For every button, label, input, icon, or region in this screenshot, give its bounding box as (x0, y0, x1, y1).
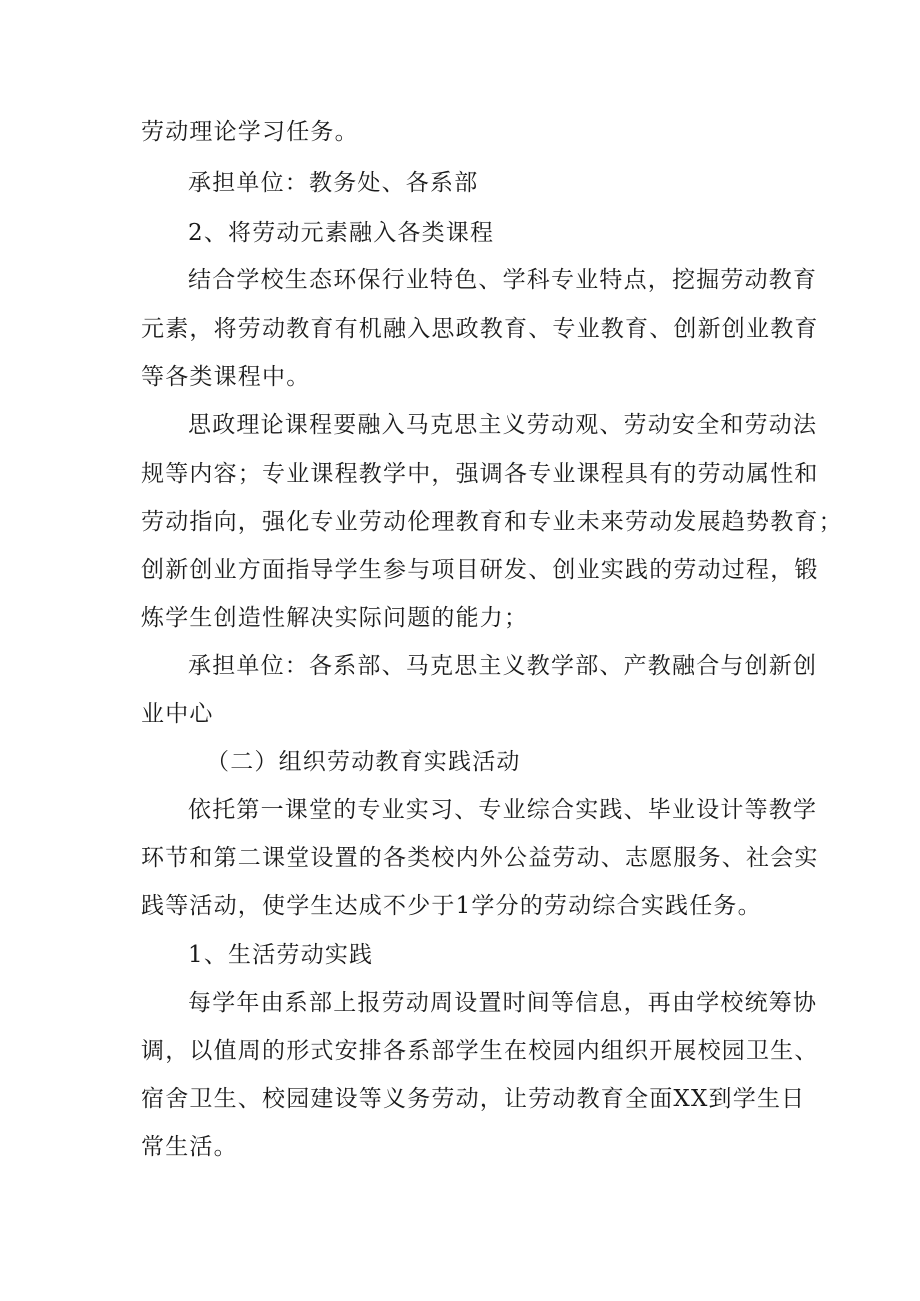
paragraph-line: 常生活。 (141, 1134, 238, 1160)
paragraph-line: 宿舍卫生、校园建设等义务劳动，让劳动教育全面XX到学生日 (141, 1086, 806, 1112)
responsible-unit-line: 承担单位：各系部、马克思主义教学部、产教融合与创新创 (188, 653, 818, 679)
paragraph-line: 规等内容；专业课程教学中，强调各专业课程具有的劳动属性和 (141, 461, 819, 487)
paragraph-line: 创新创业方面指导学生参与项目研发、创业实践的劳动过程，锻 (141, 557, 819, 583)
paragraph-line: 践等活动，使学生达成不少于1学分的劳动综合实践任务。 (141, 893, 762, 919)
paragraph-line: 每学年由系部上报劳动周设置时间等信息，再由学校统筹协 (188, 990, 818, 1016)
paragraph-line: 劳动指向，强化专业劳动伦理教育和专业未来劳动发展趋势教育； (141, 509, 843, 535)
section-heading: （二）组织劳动教育实践活动 (206, 749, 521, 775)
paragraph-line: 炼学生创造性解决实际问题的能力； (141, 605, 529, 631)
paragraph-line: 结合学校生态环保行业特色、学科专业特点，挖掘劳动教育 (188, 267, 818, 293)
paragraph-line: 环节和第二课堂设置的各类校内外公益劳动、志愿服务、社会实 (141, 845, 819, 871)
paragraph-line: 调，以值周的形式安排各系部学生在校园内组织开展校园卫生、 (141, 1038, 819, 1064)
paragraph-line: 劳动理论学习任务。 (141, 119, 359, 145)
paragraph-line: 业中心 (141, 701, 214, 727)
section-heading: 1、生活劳动实践 (188, 942, 374, 968)
paragraph-line: 依托第一课堂的专业实习、专业综合实践、毕业设计等教学 (188, 797, 818, 823)
section-heading: 2、将劳动元素融入各类课程 (188, 220, 495, 246)
responsible-unit-line: 承担单位：教务处、各系部 (188, 170, 479, 196)
paragraph-line: 等各类课程中。 (141, 364, 311, 390)
paragraph-line: 思政理论课程要融入马克思主义劳动观、劳动安全和劳动法 (188, 412, 818, 438)
paragraph-line: 元素，将劳动教育有机融入思政教育、专业教育、创新创业教育 (141, 316, 819, 342)
